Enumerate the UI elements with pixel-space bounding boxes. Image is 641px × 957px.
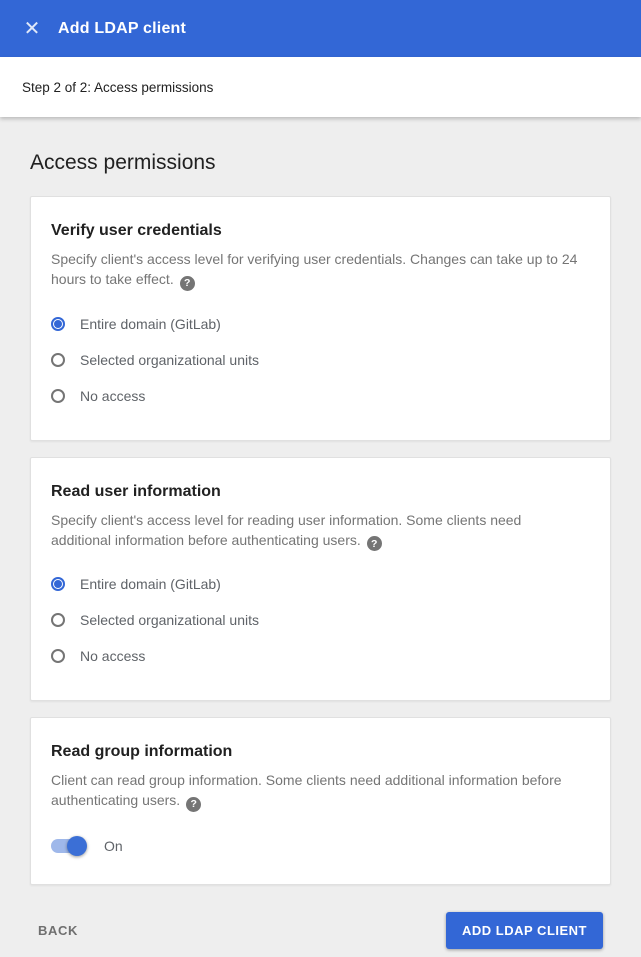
radio-group-verify: [51, 306, 590, 414]
card-read-user-information: [30, 457, 611, 702]
toggle-state-label: On: [104, 837, 123, 854]
radio-button[interactable]: [51, 389, 65, 403]
radio-option-no-access[interactable]: [51, 638, 590, 674]
radio-dot: [54, 580, 62, 588]
add-ldap-client-button[interactable]: ADD LDAP CLIENT: [446, 912, 603, 949]
radio-group-read-user: [51, 566, 590, 674]
help-icon[interactable]: ?: [186, 797, 201, 812]
back-button[interactable]: BACK: [38, 922, 78, 938]
dialog-header: [0, 0, 641, 57]
card-title: Read user information: [51, 482, 221, 500]
card-read-group-information: [30, 717, 611, 885]
radio-button[interactable]: [51, 353, 65, 367]
radio-button[interactable]: [51, 613, 65, 627]
radio-option-entire-domain[interactable]: [51, 306, 590, 342]
card-description-text: Client can read group information. Some clients need additional information before authenticating users.: [51, 772, 562, 808]
step-label: Step 2 of 2: Access permissions: [22, 79, 214, 95]
radio-label: Selected organizational units: [80, 351, 260, 368]
help-icon[interactable]: ?: [367, 536, 382, 551]
card-description: [51, 249, 579, 291]
toggle-thumb: [67, 836, 87, 856]
card-title: Verify user credentials: [51, 222, 222, 239]
main-content: [0, 117, 641, 949]
close-icon[interactable]: ✕: [23, 17, 41, 40]
radio-button[interactable]: [51, 317, 65, 331]
radio-label: Entire domain (GitLab): [80, 315, 221, 332]
page-title: Access permissions: [30, 151, 216, 174]
radio-button[interactable]: [51, 649, 65, 663]
card-description-text: Specify client's access level for reading user information. Some clients need additional information before authenticating users.: [51, 511, 522, 548]
radio-option-no-access[interactable]: [51, 378, 590, 414]
radio-option-selected-org-units[interactable]: [51, 342, 590, 378]
card-description: [51, 770, 579, 812]
toggle-row: [51, 834, 590, 858]
radio-dot: [54, 320, 62, 328]
footer-actions: [30, 912, 611, 949]
card-description-text: Specify client's access level for verifying user credentials. Changes can take up to 24 hours to take effect.: [51, 251, 578, 287]
radio-label: Entire domain (GitLab): [80, 576, 221, 592]
radio-option-selected-org-units[interactable]: [51, 602, 590, 638]
radio-label: No access: [80, 648, 146, 664]
radio-label: No access: [80, 387, 146, 404]
dialog-title: Add LDAP client: [58, 19, 187, 37]
card-description: [51, 510, 579, 552]
card-verify-user-credentials: [30, 196, 611, 441]
radio-label: Selected organizational units: [80, 612, 260, 628]
help-icon[interactable]: ?: [180, 276, 195, 291]
read-group-toggle[interactable]: [51, 836, 87, 856]
step-bar: [0, 57, 641, 117]
radio-option-entire-domain[interactable]: [51, 566, 590, 602]
card-title: Read group information: [51, 743, 233, 760]
radio-button[interactable]: [51, 577, 65, 591]
